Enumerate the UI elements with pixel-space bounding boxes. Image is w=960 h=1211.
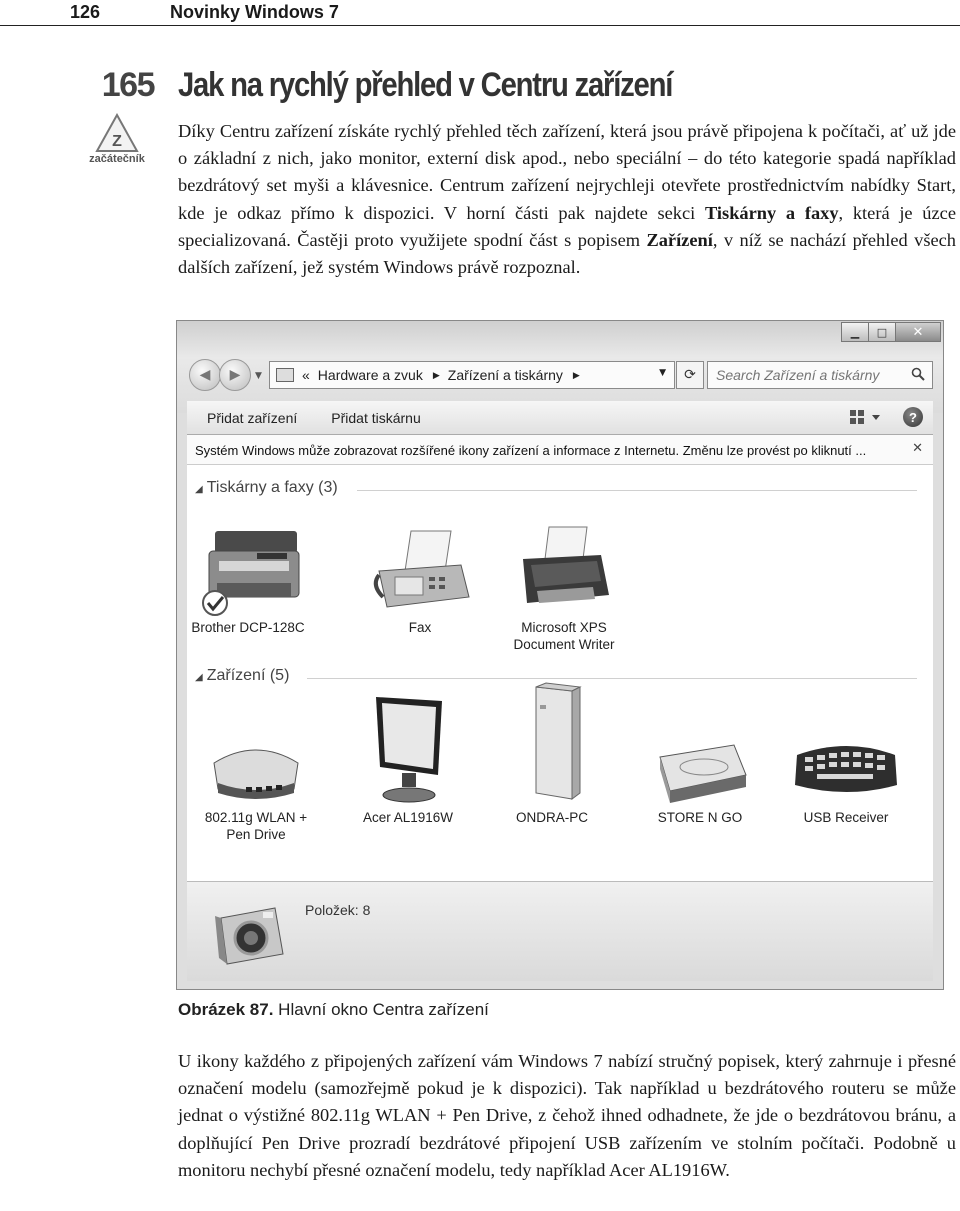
group-divider <box>357 490 917 491</box>
refresh-icon: ⟳ <box>684 367 696 383</box>
maximize-icon: □ <box>876 325 888 339</box>
window-frame <box>177 321 943 413</box>
level-badge <box>86 113 148 165</box>
back-button[interactable] <box>189 359 221 391</box>
chevron-right-icon[interactable]: ▶ <box>432 369 440 380</box>
device-label: Acer AL1916W <box>362 810 454 825</box>
section-heading: Jak na rychlý přehled v Centru zařízení <box>178 66 673 104</box>
details-pane <box>187 881 933 981</box>
breadcrumb-overflow[interactable]: « <box>302 367 310 383</box>
breadcrumb-hardware[interactable]: Hardware a zvuk <box>317 367 423 383</box>
level-label: začátečník <box>89 153 145 165</box>
devices-content <box>187 435 933 980</box>
device-usb-receiver[interactable] <box>781 735 911 826</box>
nav-buttons <box>189 359 262 391</box>
figure-caption: Obrázek 87. Hlavní okno Centra zařízení <box>178 1000 489 1019</box>
device-label: Document Writer <box>513 637 615 652</box>
devices-window-screenshot <box>176 320 944 990</box>
close-icon: ✕ <box>912 324 924 340</box>
device-label: Brother DCP-128C <box>191 620 305 635</box>
device-xps-writer[interactable] <box>499 525 629 653</box>
device-label: Fax <box>408 620 432 635</box>
device-label: STORE N GO <box>657 810 743 825</box>
info-bar-close-icon[interactable]: ✕ <box>912 441 923 456</box>
refresh-button[interactable] <box>676 361 704 389</box>
wireless-router-icon <box>206 737 306 807</box>
running-title: Novinky Windows 7 <box>170 2 339 22</box>
device-label: Microsoft XPS <box>521 620 607 635</box>
help-icon: ? <box>909 409 917 425</box>
info-bar-text: Systém Windows může zobrazovat rozšířené ikony zařízení a informace z Internetu. Změnu lze provést po kliknutí ... <box>195 443 867 458</box>
device-store-n-go[interactable] <box>635 735 765 826</box>
bold-term-printers: Tiskárny a faxy <box>705 202 839 223</box>
control-panel-icon <box>276 368 294 382</box>
arrow-left-icon: ◀ <box>199 367 211 383</box>
device-brother-printer[interactable] <box>183 525 313 636</box>
collapse-triangle-icon[interactable]: ◢ <box>195 484 203 495</box>
chevron-down-icon[interactable]: ▼ <box>659 368 666 378</box>
add-printer-button[interactable]: Přidat tiskárnu <box>331 409 421 426</box>
breadcrumb-devices-printers[interactable]: Zařízení a tiskárny <box>447 367 563 383</box>
info-bar[interactable] <box>187 435 933 465</box>
minimize-icon: ▁ <box>850 325 860 339</box>
device-wlan-pen-drive[interactable] <box>191 737 321 843</box>
command-bar <box>187 401 933 435</box>
intro-paragraph: Díky Centru zařízení získáte rychlý přehled těch zařízení, která jsou právě připojena k počítači, ať už jde o základní z nich, jako monitor, externí disk apod., nebo speciální – do této kategorie spadá například bezdrátový set myši a klávesnice. Centrum zařízení nejrychleji otevřete prostřednictvím nabídky Start, kde je odkaz přímo k dispozici. V horní části pak najdete sekci Tiskárny a faxy, která je úzce specializovaná. Častěji proto využijete spodní část s popisem Zařízení, v níž se nachází přehled všech dalších zařízení, jež systém Windows právě rozpoznal. <box>178 121 956 278</box>
triangle-icon <box>95 113 139 153</box>
computer-tower-icon <box>502 681 602 807</box>
device-fax[interactable] <box>355 525 485 636</box>
add-device-button[interactable]: Přidat zařízení <box>207 409 298 426</box>
group-header-printers[interactable]: ◢ Tiskárny a faxy (3) <box>195 479 338 496</box>
forward-button[interactable] <box>219 359 251 391</box>
device-acer-monitor[interactable] <box>343 691 473 826</box>
device-label: USB Receiver <box>803 810 889 825</box>
level-letter: Z <box>112 133 122 150</box>
arrow-right-icon: ▶ <box>229 367 241 383</box>
view-options-icon[interactable] <box>847 407 883 427</box>
multifunction-printer-icon <box>193 525 303 617</box>
device-ondra-pc[interactable] <box>487 681 617 826</box>
running-header <box>0 0 960 26</box>
camera-icon <box>211 896 291 970</box>
window-controls <box>842 322 941 342</box>
hard-drive-icon <box>650 735 750 807</box>
keyboard-icon <box>791 735 901 807</box>
close-button[interactable] <box>895 322 941 342</box>
tip-number: 165 <box>101 66 154 104</box>
chevron-right-icon[interactable]: ▶ <box>572 369 580 380</box>
group-header-devices[interactable]: ◢ Zařízení (5) <box>195 667 290 684</box>
figure-label: Obrázek 87. <box>178 1000 274 1019</box>
address-bar[interactable] <box>269 361 675 389</box>
fax-icon <box>365 525 475 617</box>
group-divider <box>307 678 917 679</box>
collapse-triangle-icon[interactable]: ◢ <box>195 672 203 683</box>
device-label: ONDRA-PC <box>515 810 588 825</box>
search-input[interactable] <box>707 361 933 389</box>
device-label: Pen Drive <box>226 827 286 842</box>
bold-term-devices: Zařízení <box>646 229 713 250</box>
monitor-icon <box>358 691 458 807</box>
help-button[interactable] <box>903 407 923 427</box>
maximize-button[interactable] <box>868 322 896 342</box>
printer-icon <box>509 525 619 617</box>
search-icon[interactable] <box>911 367 925 381</box>
minimize-button[interactable] <box>841 322 869 342</box>
body-paragraph: U ikony každého z připojených zařízení vám Windows 7 nabízí stručný popisek, který zahrnuje i přesné označení modelu (samozřejmě pokud je k dispozici). Tak například u bezdrátového routeru se může jednat o výstižné 802.11g WLAN + Pen Drive, z čehož ihned odhadnete, že jde o bezdrátovou bránu, a doplňující Pen Drive prozradí bezdrátové připojení USB zařízením ve stolním počítači. Podobně u monitoru nechybí přesné označení modelu, tedy například Acer AL1916W. <box>178 1051 956 1180</box>
page-number: 126 <box>69 2 101 22</box>
history-dropdown-icon[interactable]: ▼ <box>255 371 262 381</box>
item-count: Položek: 8 <box>305 902 371 918</box>
device-label: 802.11g WLAN + <box>204 810 308 825</box>
